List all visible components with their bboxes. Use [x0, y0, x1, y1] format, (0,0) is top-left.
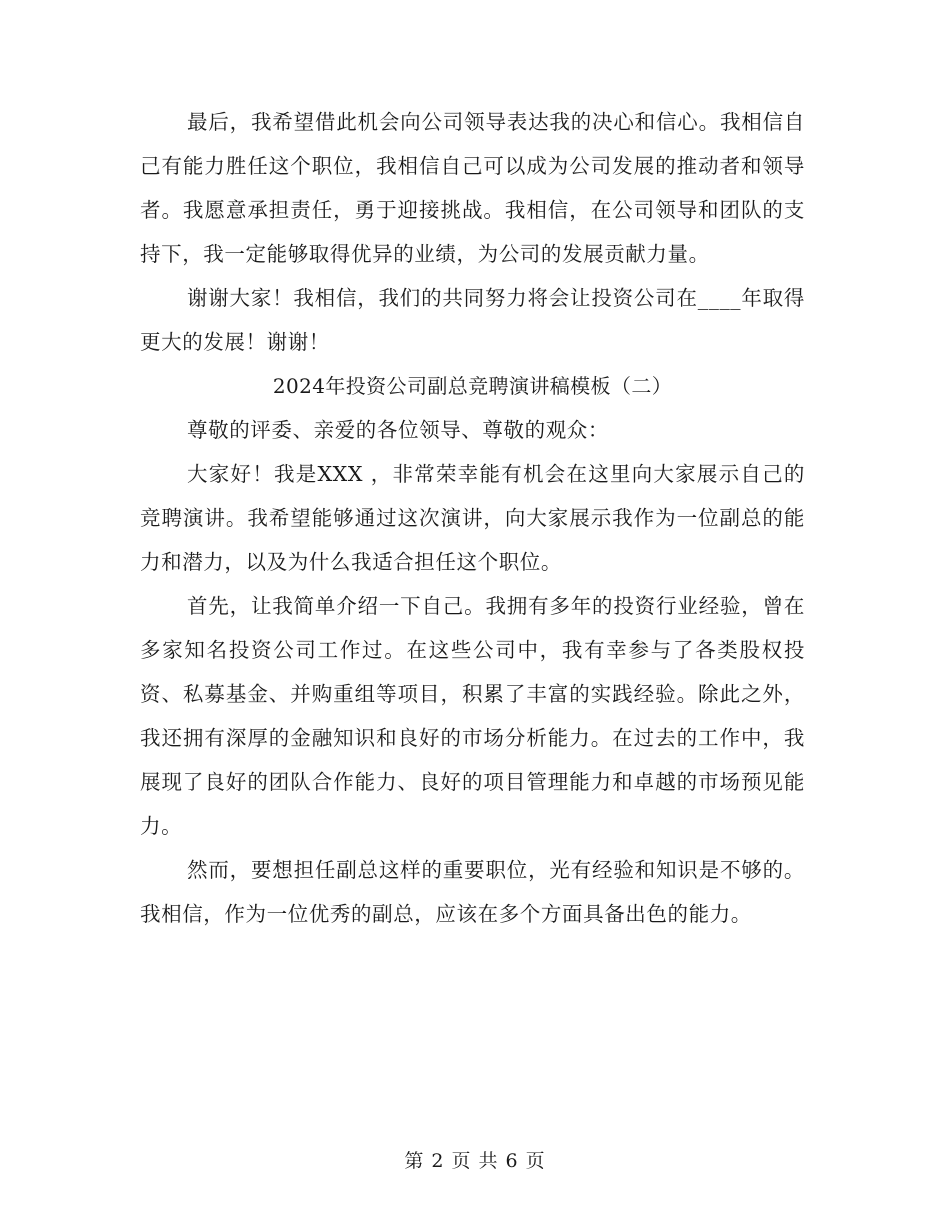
paragraph-greeting: 大家好！我是XXX ，非常荣幸能有机会在这里向大家展示自己的竞聘演讲。我希望能够通过这次演讲，向大家展示我作为一位副总的能力和潜力，以及为什么我适合担任这个职位。 [140, 462, 805, 574]
paragraph-thanks: 谢谢大家！我相信，我们的共同努力将会让投资公司在____年取得更大的发展！谢谢！ [140, 286, 805, 354]
paragraph-closing-resolve: 最后，我希望借此机会向公司领导表达我的决心和信心。我相信自己有能力胜任这个职位，我相信自己可以成为公司发展的推动者和领导者。我愿意承担责任，勇于迎接挑战。我相信，在公司领导和团队的支持下，我一定能够取得优异的业绩，为公司的发展贡献力量。 [140, 110, 805, 266]
paragraph-self-introduction: 首先，让我简单介绍一下自己。我拥有多年的投资行业经验，曾在多家知名投资公司工作过。在这些公司中，我有幸参与了各类股权投资、私募基金、并购重组等项目，积累了丰富的实践经验。除此之外，我还拥有深厚的金融知识和良好的市场分析能力。在过去的工作中，我展现了良好的团队合作能力、良好的项目管理能力和卓越的市场预见能力。 [140, 594, 805, 838]
page-number-footer: 第 2 页 共 6 页 [404, 1150, 546, 1172]
document-body [140, 100, 805, 936]
paragraph-salutation: 尊敬的评委、亲爱的各位领导、尊敬的观众： [187, 418, 609, 442]
section-title: 2024年投资公司副总竞聘演讲稿模板（二） [272, 374, 673, 398]
paragraph-requirements: 然而，要想担任副总这样的重要职位，光有经验和知识是不够的。我相信，作为一位优秀的副总，应该在多个方面具备出色的能力。 [140, 858, 805, 926]
